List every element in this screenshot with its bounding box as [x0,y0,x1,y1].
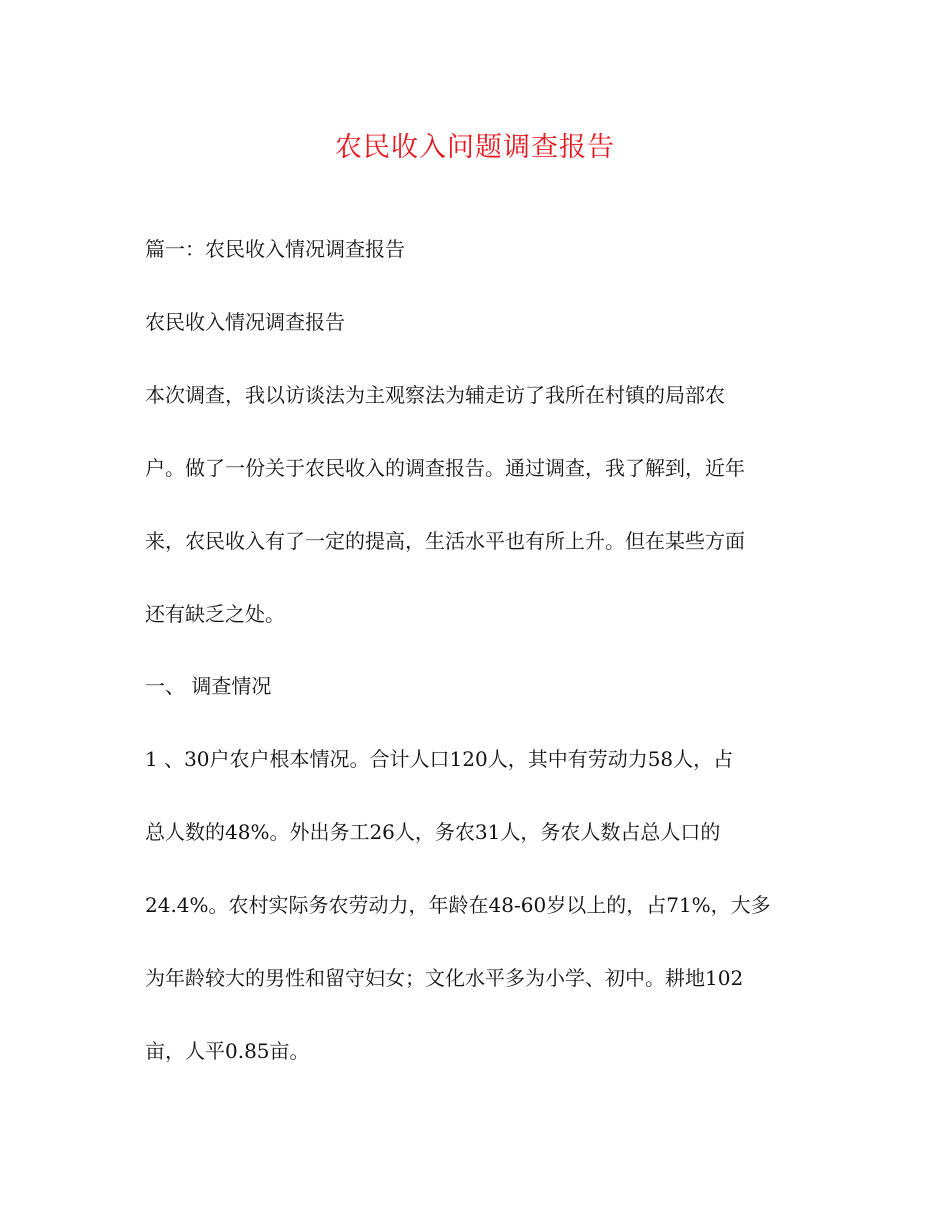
part-heading: 一、 调查情况 [145,674,272,698]
detail-line: 为年龄较大的男性和留守妇女；文化水平多为小学、初中。耕地102 [145,966,744,990]
section-heading: 篇一：农民收入情况调查报告 [145,237,405,261]
intro-line: 还有缺乏之处。 [145,602,285,626]
report-subtitle: 农民收入情况调查报告 [145,310,345,334]
intro-line: 户。做了一份关于农民收入的调查报告。通过调查，我了解到，近年 [145,456,745,480]
detail-line: 1 、30户农户根本情况。合计人口120人，其中有劳动力58人，占 [145,747,734,771]
document-title: 农民收入问题调查报告 [335,132,615,163]
detail-line: 24.4%。农村实际务农劳动力，年龄在48-60岁以上的，占71%，大多 [145,893,771,917]
intro-line: 来，农民收入有了一定的提高，生活水平也有所上升。但在某些方面 [145,529,745,553]
detail-line: 亩，人平0.85亩。 [145,1039,310,1063]
intro-line: 本次调查，我以访谈法为主观察法为辅走访了我所在村镇的局部农 [145,383,725,407]
detail-line: 总人数的48%。外出务工26人，务农31人，务农人数占总人口的 [145,820,721,844]
